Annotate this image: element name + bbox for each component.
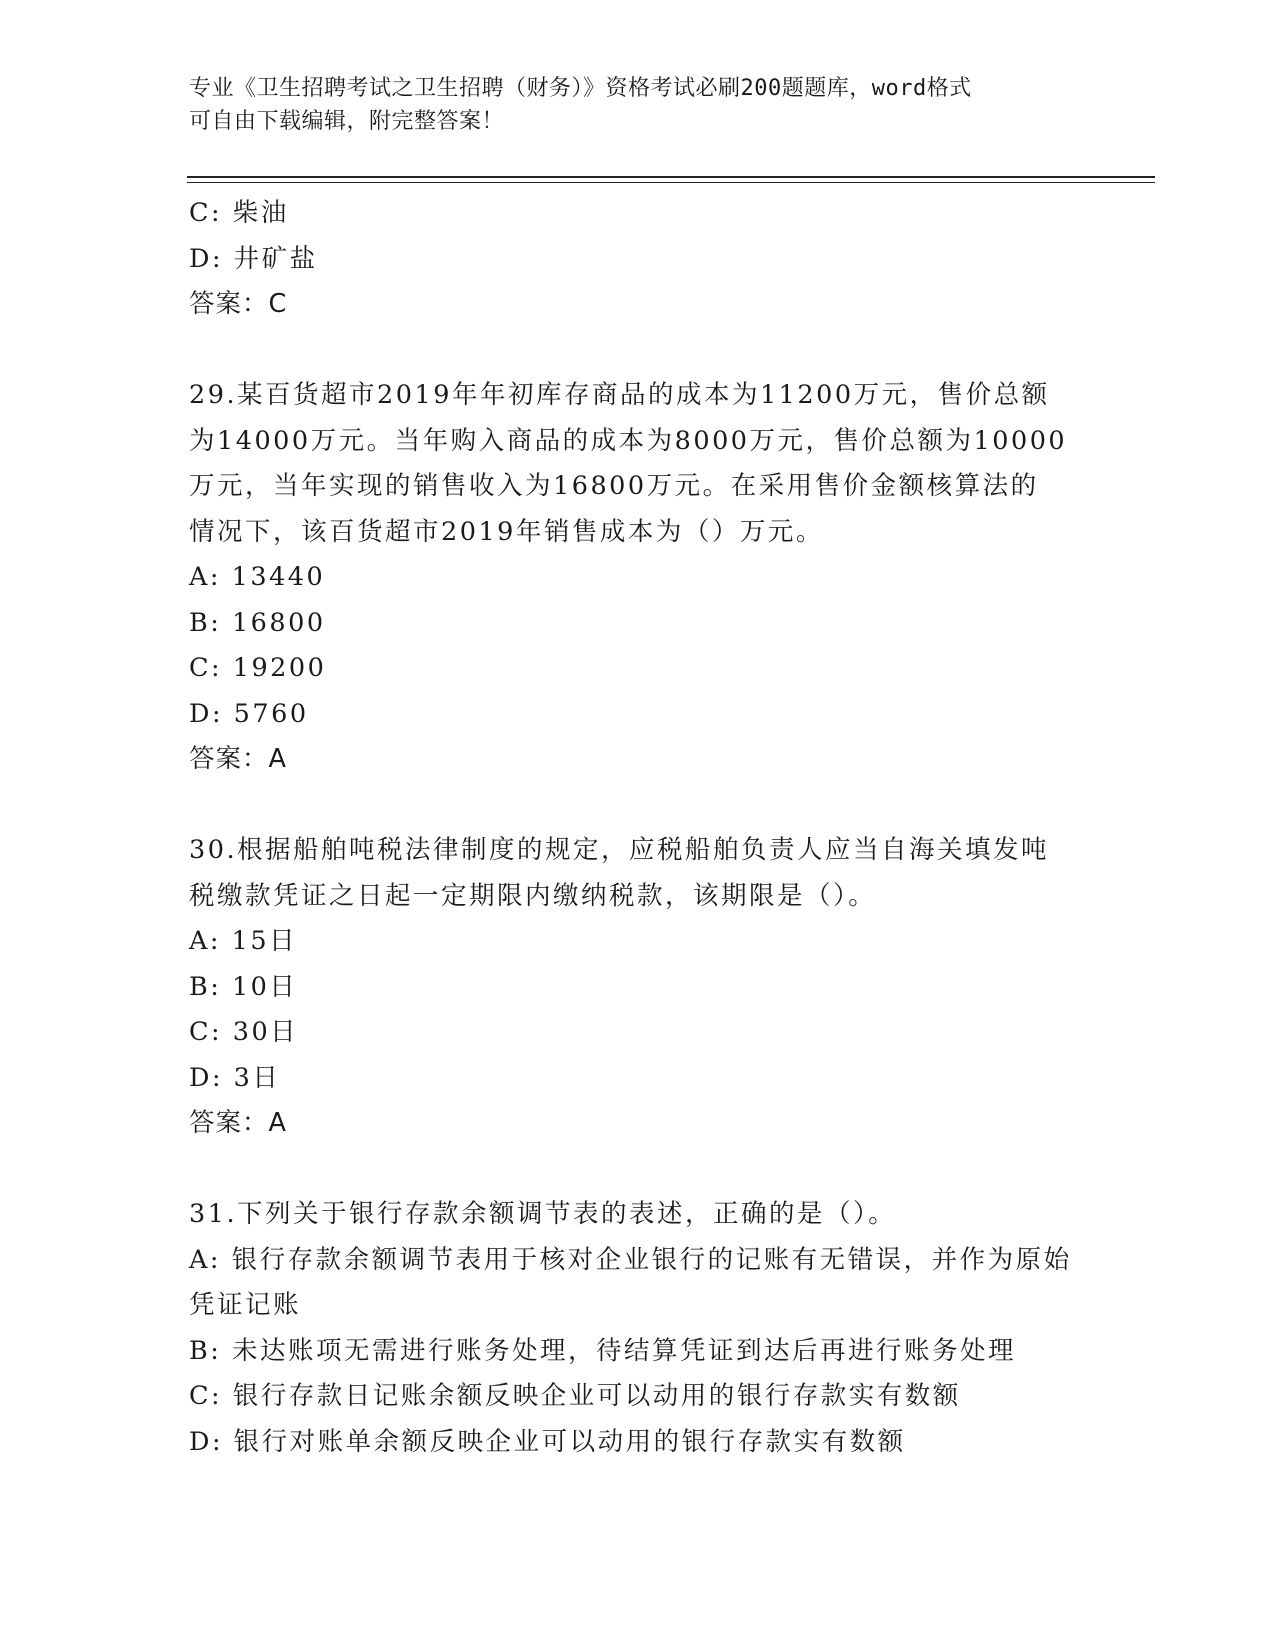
option-b: B: 16800 (189, 607, 326, 638)
option-c: C: 30日 (189, 1017, 299, 1047)
question-text-line: 万元，当年实现的销售收入为16800万元。在采用售价金额核算法的 (189, 471, 1039, 501)
question-30 (189, 828, 1089, 1147)
option-a: A: 15日 (189, 926, 298, 956)
option-b: B: 10日 (189, 971, 298, 1002)
option-d: D: 3日 (189, 1062, 281, 1093)
question-text-line: 30.根据船舶吨税法律制度的规定，应税船舶负责人应当自海关填发吨 (189, 835, 1050, 865)
header-line-2: 可自由下载编辑，附完整答案！ (189, 109, 505, 134)
option-a: A: 银行存款余额调节表用于核对企业银行的记账有无错误，并作为原始凭证记账 (189, 1244, 1072, 1320)
document-header (189, 72, 1079, 138)
question-31 (189, 1192, 1089, 1465)
option-b: B: 未达账项无需进行账务处理，待结算凭证到达后再进行账务处理 (189, 1335, 1016, 1366)
question-text-line: 税缴款凭证之日起一定期限内缴纳税款，该期限是（）。 (189, 880, 877, 911)
option-d: D: 5760 (189, 698, 309, 729)
spacer (189, 783, 1089, 829)
option-d: D: 银行对账单余额反映企业可以动用的银行存款实有数额 (189, 1426, 906, 1457)
question-text-line: 29.某百货超市2019年年初库存商品的成本为11200万元，售价总额 (189, 380, 1050, 410)
header-divider-thick (187, 176, 1155, 178)
header-line-1: 专业《卫生招聘考试之卫生招聘（财务）》资格考试必刷200题题库，word格式 (189, 76, 972, 101)
option-a: A: 13440 (189, 562, 326, 592)
question-text-line: 31.下列关于银行存款余额调节表的表述，正确的是（）。 (189, 1199, 897, 1229)
option-c: C: 银行存款日记账余额反映企业可以动用的银行存款实有数额 (189, 1381, 961, 1411)
document-body (189, 191, 1089, 1465)
answer-line: 答案：C (189, 289, 288, 319)
question-text-line: 情况下，该百货超市2019年销售成本为（）万元。 (189, 516, 824, 547)
option-c: C: 柴油 (189, 198, 289, 228)
spacer (189, 1147, 1089, 1193)
option-c: C: 19200 (189, 653, 327, 683)
answer-line: 答案：A (189, 744, 287, 774)
answer-line: 答案：A (189, 1108, 287, 1138)
question-29 (189, 373, 1089, 783)
header-divider-thin (187, 182, 1155, 183)
spacer (189, 328, 1089, 374)
option-d: D: 井矿盐 (189, 243, 318, 274)
question-text-line: 为14000万元。当年购入商品的成本为8000万元，售价总额为10000 (189, 425, 1068, 456)
